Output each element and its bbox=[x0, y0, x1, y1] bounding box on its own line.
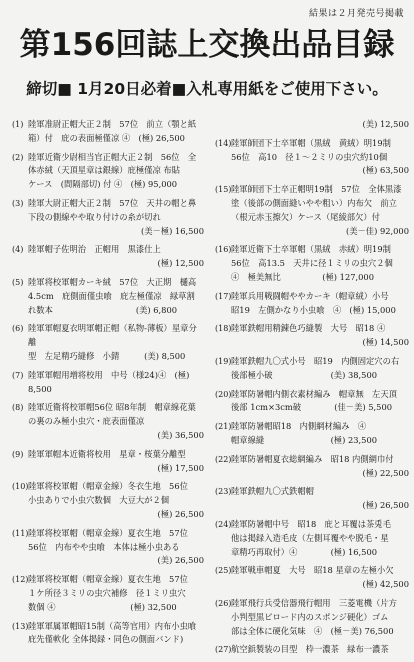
item-number: (16) bbox=[215, 245, 232, 255]
item-description-line: 陸軍鉄帽九〇式小号 昭19 内側固定穴の右 bbox=[231, 355, 400, 366]
item-description-line: 陸軍師団下士卒軍帽（黒絨 黄絨）明19制 bbox=[231, 137, 391, 148]
item-description-line: 陸軍軍属軍帽昭15制（高等官用）内布小虫喰 bbox=[28, 620, 197, 631]
item-description-line: 型 左足精巧縫修 小錆 (美) 8,500 bbox=[28, 350, 186, 361]
item-price: (極) 17,500 bbox=[157, 462, 204, 473]
item-price: (美) 36,500 bbox=[157, 429, 204, 440]
item-description-line: 陸軍鉄帽用精錬色巧縫製 大号 昭18 ④ bbox=[231, 323, 386, 334]
item-description-line: 陸軍将校軍帽（帽章金線）冬衣生地 56位 bbox=[28, 481, 188, 492]
item-number: (4) bbox=[12, 245, 24, 255]
item-number: (5) bbox=[12, 277, 24, 287]
catalog-item bbox=[215, 643, 409, 657]
item-description-line: ④ 極美無比 (極) 127,000 bbox=[231, 271, 374, 282]
catalog-item bbox=[215, 518, 409, 559]
item-description-line: 陸軍近衛少尉相当官正帽大正２制 56位 全 bbox=[28, 151, 197, 162]
item-number: (10) bbox=[12, 482, 29, 492]
catalog-item bbox=[12, 573, 204, 614]
item-description-line: 4.5cm 庇側面僅虫喰 庇左極僅凉 緑草割 bbox=[28, 290, 195, 301]
item-description-line: 陸軍戦車帽夏 大号 昭18 星章の左極小欠 bbox=[231, 565, 394, 576]
catalog-item bbox=[215, 243, 409, 284]
result-note: 結果は２月発売号掲載 bbox=[308, 9, 404, 19]
item-number: (6) bbox=[12, 324, 24, 334]
item-description-line: 後部極小破 (美) 38,500 bbox=[231, 369, 378, 380]
item-price: (極) 22,500 bbox=[362, 467, 409, 478]
item-description-line: 帽章線縫 (極) 23,500 bbox=[231, 434, 378, 445]
item-price: (美－極) 16,500 bbox=[140, 225, 204, 236]
catalog-item bbox=[215, 420, 409, 448]
item-number: (25) bbox=[215, 566, 232, 576]
item-description-line: 後部 1cm×3cm破 (佳－美) 5,500 bbox=[231, 402, 393, 413]
catalog-item bbox=[215, 564, 409, 592]
item-number: (14) bbox=[215, 138, 232, 148]
item-description-line: 箱）付 庇の表面極僅凉 ④ (極) 26,500 bbox=[28, 132, 185, 143]
catalog-item bbox=[12, 243, 204, 271]
item-description-line: 数個 ④ (極) 32,500 bbox=[28, 601, 177, 612]
catalog-item bbox=[215, 597, 409, 638]
item-description-line: の裏のみ極小虫穴・庇表面僅凉 bbox=[28, 416, 145, 427]
item-number: (12) bbox=[12, 575, 29, 585]
item-description-line: 体赤絨（天頂星章は銀線）庇極僅凉 布貼 bbox=[28, 165, 180, 176]
item-description-line: 下段の側線やや取り付けの糸が切れ bbox=[28, 211, 161, 222]
item-number: (15) bbox=[215, 185, 232, 195]
item-number: (1) bbox=[12, 120, 24, 129]
item-number: (8) bbox=[12, 403, 24, 413]
item-number: (21) bbox=[215, 422, 232, 432]
item-description-line: 56位 高10 径１〜２ミリの虫穴約10個 bbox=[231, 151, 388, 162]
item-description-line: ケース (間隔部切) 付 ④ (極) 95,000 bbox=[28, 179, 178, 190]
item-number: (27) bbox=[215, 645, 232, 655]
item-description-line: 昭19 左側かなり小虫喰 ④ (極) 15,000 bbox=[231, 304, 396, 315]
item-number: (2) bbox=[12, 152, 24, 162]
catalog-title: 第156回誌上交換出品目録 bbox=[19, 27, 395, 63]
item-number: (17) bbox=[215, 291, 232, 301]
item-description-line: 陸軍兵用戦闘帽ややカーキ（帽章絨）小号 bbox=[231, 290, 389, 301]
item-description-line: 小判型黒ピロード内のスポンジ硬化）ゴム bbox=[231, 611, 389, 622]
catalog-item bbox=[215, 137, 409, 178]
catalog-item bbox=[12, 401, 204, 442]
item-description-line: 陸軍将校軍帽カーキ絨 57位 大正期 樋高 bbox=[28, 276, 197, 287]
item-description-line: 陸軍将校軍帽（帽章金線）夏衣生地 57位 bbox=[28, 574, 188, 585]
item-description-line: 陸軍師団下士卒正帽明19制 57位 全体黒漆 bbox=[231, 184, 402, 195]
catalog-item bbox=[12, 197, 204, 238]
catalog-item bbox=[215, 290, 409, 318]
catalog-item bbox=[12, 151, 204, 192]
item-price: (極) 26,500 bbox=[362, 500, 409, 511]
item-description-line: 塗（後部の側面縫いやや粗い）内布欠 前立 bbox=[231, 197, 397, 208]
item-description-line: 56位 高13.5 天井に径１ミリの虫穴２個 bbox=[231, 258, 393, 269]
item-number: (13) bbox=[12, 621, 29, 631]
item-description-line: 陸軍帽子佐明治 正帽用 黒漆仕上 bbox=[28, 244, 161, 255]
catalog-item bbox=[12, 620, 204, 648]
item-description-line: 陸軍飛行兵受信器飛行帽用 三菱電機（片方 bbox=[231, 597, 397, 608]
item-number: (26) bbox=[215, 598, 232, 608]
item-description-line: 陸軍防暑帽昭18 内側網材編み ④ bbox=[231, 421, 367, 432]
catalog-item bbox=[215, 453, 409, 481]
item-description-line: 陸軍近衛将校軍帽56位 昭8年制 帽章線花葉 bbox=[28, 402, 196, 413]
item-number: (22) bbox=[215, 454, 232, 464]
item-description-line: 陸軍将校軍帽（帽章金線）夏衣生地 57位 bbox=[28, 527, 188, 538]
item-description-line: 陸軍准尉正帽大正２制 57位 前立（顎と紙 bbox=[28, 119, 197, 129]
item-price: (極) 14,500 bbox=[362, 337, 409, 348]
catalog-item bbox=[215, 322, 409, 350]
item-number: (24) bbox=[215, 519, 232, 529]
catalog-item bbox=[12, 527, 204, 568]
item-number: (23) bbox=[215, 487, 232, 497]
item-price: (極) 63,500 bbox=[362, 165, 409, 176]
item-description-line: 陸軍近衛下士卒軍帽（黒絨 赤絨）明19制 bbox=[231, 244, 391, 255]
item-price: (極) 42,500 bbox=[362, 579, 409, 590]
item-price: (極) 12,500 bbox=[157, 258, 204, 269]
item-description-line: 陸軍軍帽本近衛将校用 星章・桜葉分離型 bbox=[28, 448, 186, 459]
deadline-line: 締切■ 1月20日必着■入札専用紙をご使用下さい。 bbox=[26, 80, 388, 98]
item-price: (極) 26,500 bbox=[157, 508, 204, 519]
catalog-item bbox=[12, 322, 204, 363]
item-description-line: 陸軍防暑帽中号 昭18 庇と耳覆は茶兎毛 bbox=[231, 518, 391, 529]
catalog-item bbox=[215, 183, 409, 238]
item-description-line: １ケ所径３ミリの虫穴補修 径１ミリ虫穴 bbox=[28, 587, 186, 598]
item-price: (美) 12,500 bbox=[362, 119, 409, 129]
item-number: (7) bbox=[12, 370, 24, 380]
item-number: (3) bbox=[12, 198, 24, 208]
catalog-item bbox=[12, 276, 204, 317]
catalog-item bbox=[215, 485, 409, 513]
item-number: (11) bbox=[12, 528, 29, 538]
catalog-item bbox=[12, 448, 204, 476]
item-description-line: 庇先僅軟化 全体掲録・同色の側面バンド) bbox=[28, 634, 184, 645]
item-description-line: （根元赤玉擦欠）ケース（尾綾部欠）付 bbox=[231, 211, 380, 222]
item-number: (20) bbox=[215, 389, 232, 399]
right-column bbox=[215, 118, 409, 662]
catalog-item bbox=[215, 388, 409, 416]
item-description-line: 陸軍防暑帽内側衣素材編み 帽章無 左天頂 bbox=[231, 388, 397, 399]
item-description-line: 陸軍大尉正帽大正２制 57位 天井の帽と鼻 bbox=[28, 197, 197, 208]
catalog-item bbox=[12, 118, 204, 146]
item-description-line: 小虫ありで小虫穴数個 大豆大が２個 bbox=[28, 495, 170, 506]
catalog-item bbox=[12, 480, 204, 521]
item-description-line: 章精巧再取付）④ (極) 16,500 bbox=[231, 546, 378, 557]
item-number: (19) bbox=[215, 356, 232, 366]
catalog-item bbox=[215, 355, 409, 383]
item-description-line: れ数本 (美) 6,800 bbox=[28, 304, 178, 315]
catalog-item bbox=[12, 369, 204, 397]
item-description-line: 陸軍鉄帽九〇式鉄帽帽 bbox=[231, 486, 314, 497]
item-price: (美) 26,500 bbox=[157, 555, 204, 566]
item-number: (9) bbox=[12, 449, 24, 459]
item-number: (18) bbox=[215, 324, 232, 334]
item-description-line: 陸軍防暑帽夏衣総網編み 昭18 内側網巾付 bbox=[231, 453, 394, 464]
catalog-item bbox=[215, 118, 409, 132]
item-description-line: 56位 内布やや虫喰 本体は極小虫ある bbox=[28, 541, 180, 552]
item-description-line: 陸軍軍帽夏衣明軍帽正帽（私物-薄板）星章分離 bbox=[28, 323, 197, 348]
item-description-line: 航空鋲製装の目型 枠一濃茶 緑布一濃茶 bbox=[231, 644, 389, 655]
item-description-line: 部は全体に硬化気味 ④ (極－美) 76,500 bbox=[231, 625, 394, 636]
item-description-line: 他は掲録入造毛皮（左側耳覆やや脱毛・星 bbox=[231, 532, 389, 543]
item-description-line: 陸軍軍帽用増将校用 中号（様24)④ (極) 8,500 bbox=[28, 369, 190, 394]
left-column bbox=[12, 118, 204, 652]
item-price: (美－佳) 92,000 bbox=[345, 225, 409, 236]
